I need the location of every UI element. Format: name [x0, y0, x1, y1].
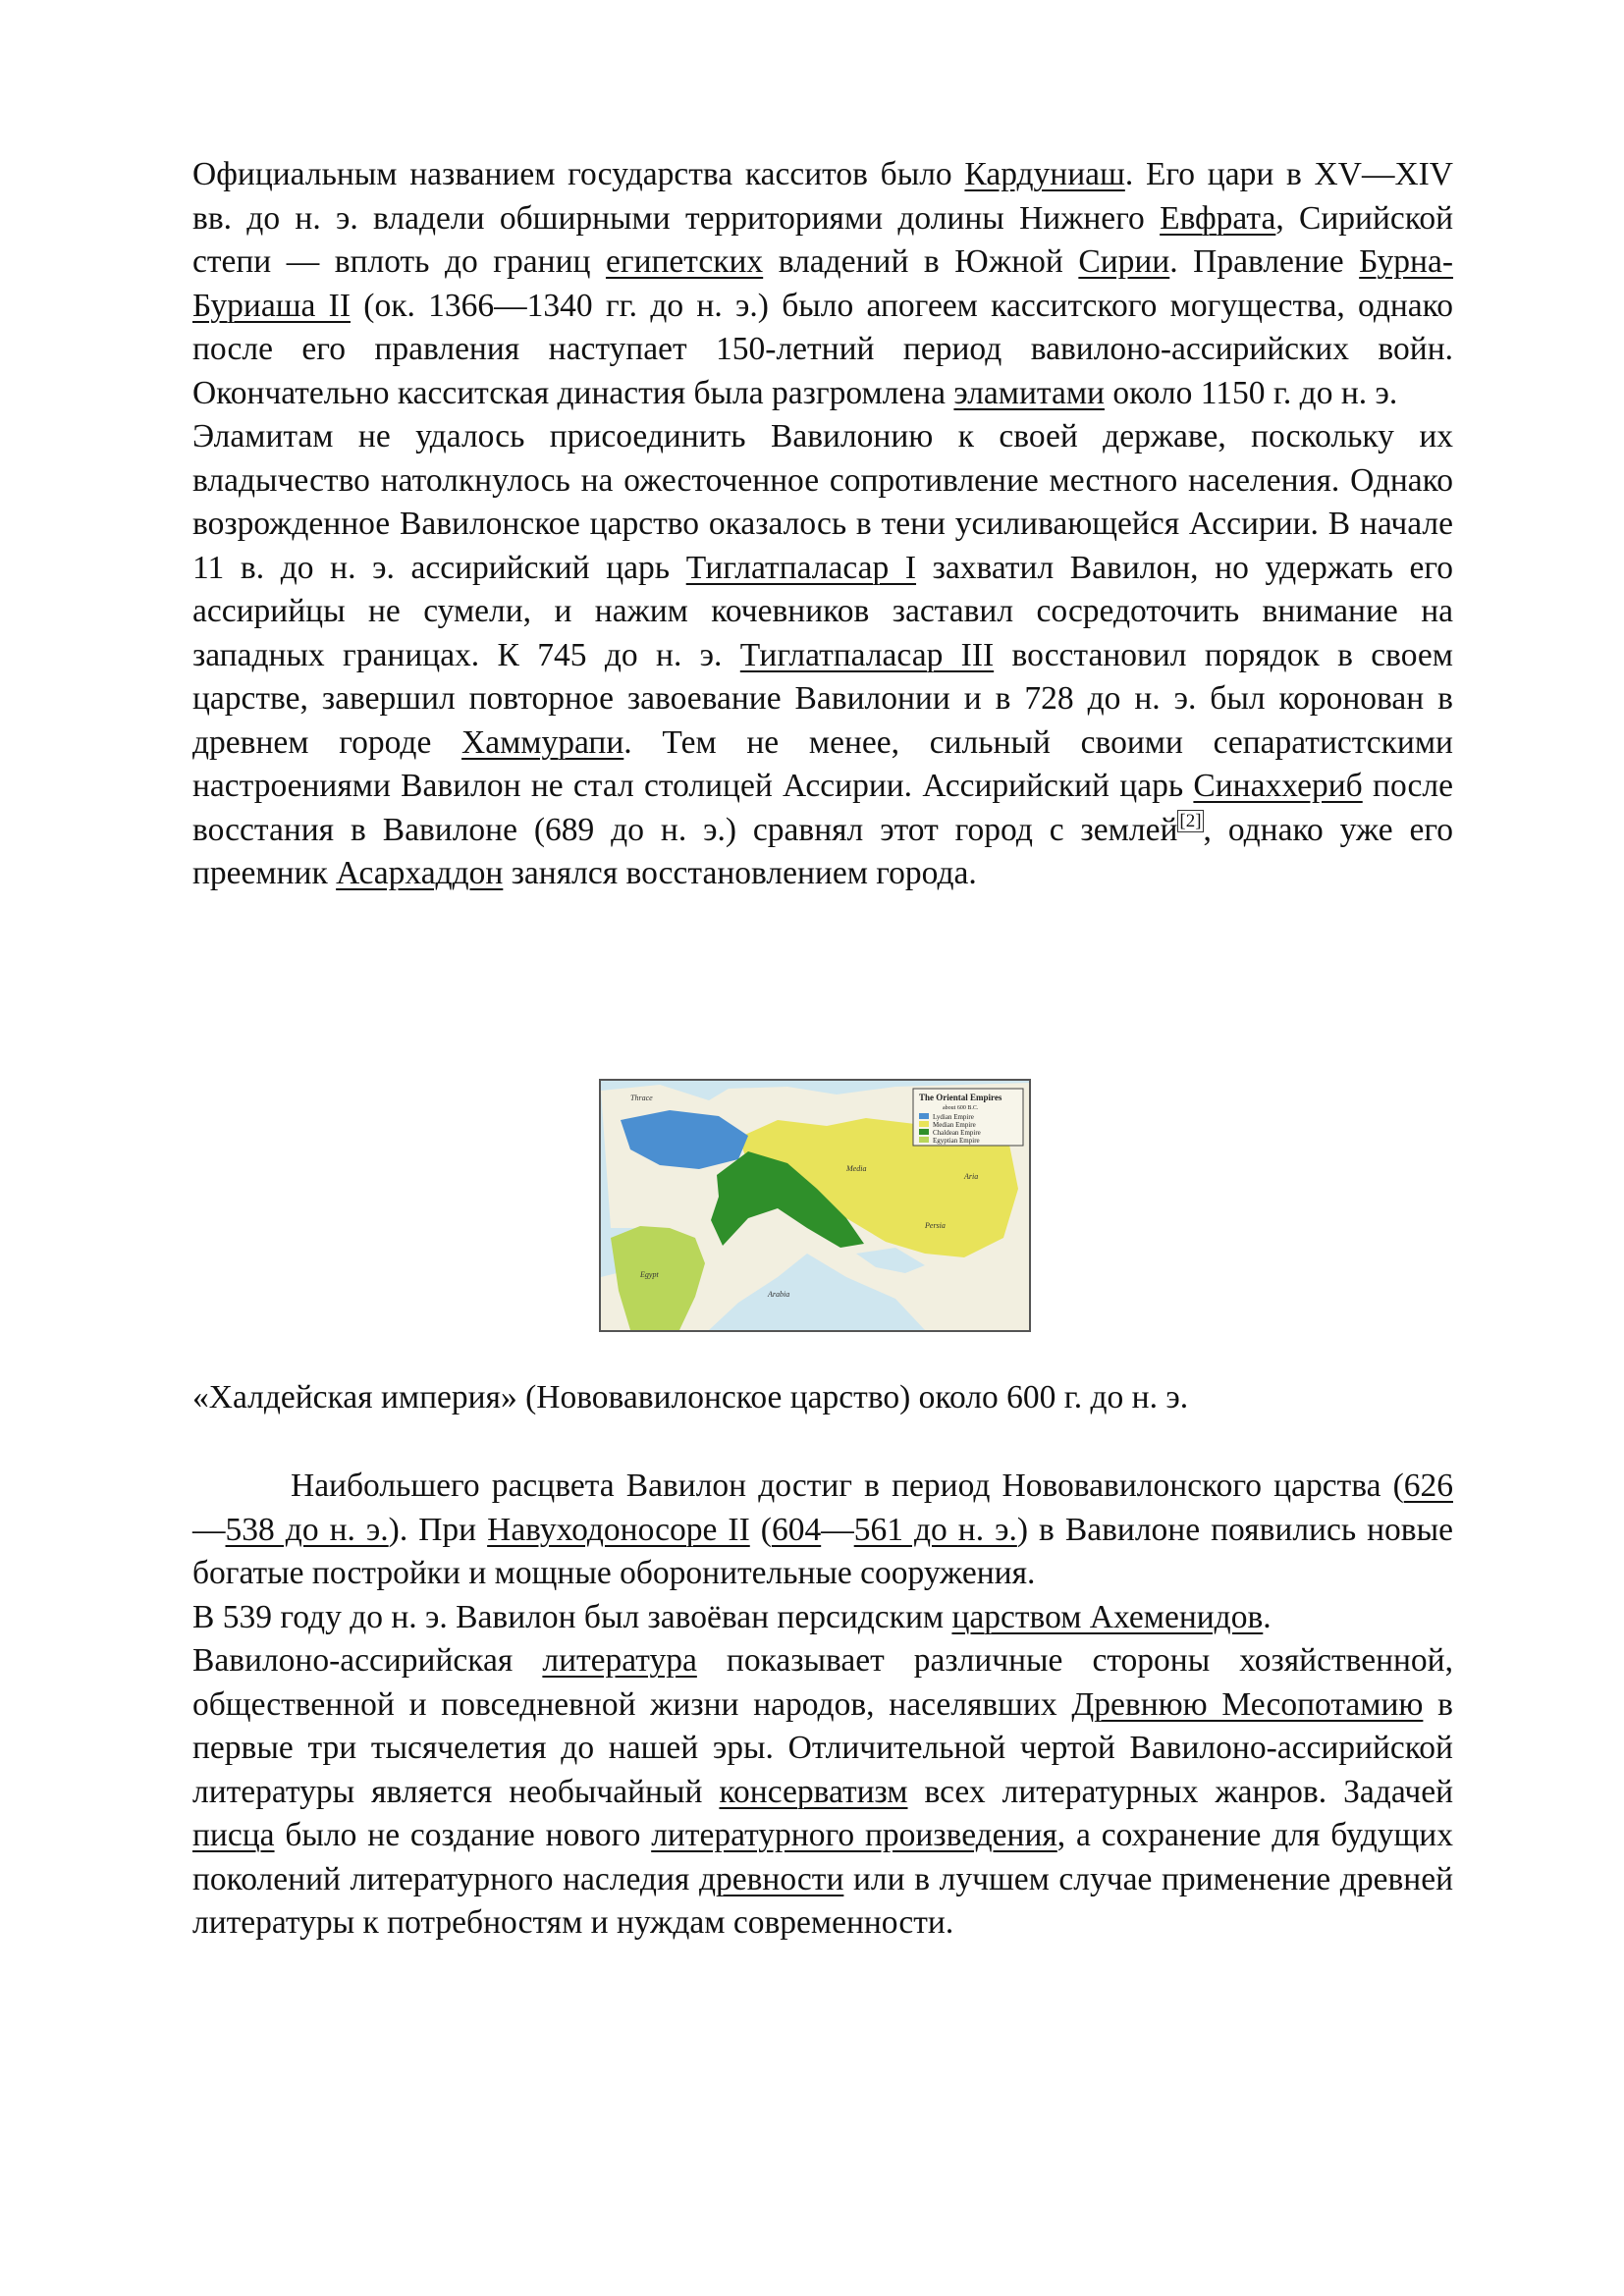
- link-year-538[interactable]: 538 до н. э.: [225, 1511, 389, 1548]
- legend-label: Median Empire: [933, 1121, 976, 1129]
- text-run: (ок. 1366—1340 гг. до н. э.) было апогеем касситского могущества, однако после его правления наступает 150-летний период вавилоно-ассирийских войн. Окончательно касситская династия была разгромлена: [192, 287, 1453, 411]
- lower-text-column: [192, 1465, 1453, 1946]
- link-nebuchadnezzar[interactable]: Навуходоносоре II: [487, 1511, 750, 1548]
- link-tiglath-pileser-1[interactable]: Тиглатпаласар I: [685, 549, 917, 586]
- text-run: , однако уже его преемник: [192, 811, 1453, 891]
- link-year-561[interactable]: 561 до н. э.: [853, 1511, 1017, 1548]
- map-label: Arabia: [768, 1290, 790, 1299]
- text-run: Официальным названием государства касситов было: [192, 156, 965, 192]
- paragraph-kassites: [192, 153, 1453, 415]
- map-caption: «Халдейская империя» (Нововавилонское царство) около 600 г. до н. э.: [192, 1379, 1189, 1415]
- legend-label: Lydian Empire: [933, 1113, 974, 1121]
- text-run: около 1150 г. до н. э.: [1104, 374, 1398, 411]
- link-burnaburiash[interactable]: Бурна-Буриаша II: [192, 243, 1454, 324]
- link-euphrates[interactable]: Евфрата: [1160, 199, 1276, 237]
- map-label: Egypt: [640, 1270, 659, 1279]
- link-karduniash[interactable]: Кардуниаш: [964, 156, 1125, 192]
- link-literature[interactable]: литература: [542, 1642, 697, 1679]
- text-run: . Правление: [1169, 243, 1360, 280]
- text-run: восстановил порядок в своем царстве, завершил повторное завоевание Вавилонии и в 728 до н. э. был коронован в древнем городе: [192, 636, 1453, 761]
- link-literary-work[interactable]: литературного произведения: [651, 1817, 1057, 1853]
- legend-label: Egyptian Empire: [933, 1137, 980, 1145]
- link-esarhaddon[interactable]: Асархаддон: [336, 855, 504, 891]
- link-tiglath-pileser-3[interactable]: Тиглатпаласар III: [739, 636, 995, 673]
- link-hammurabi[interactable]: Хаммурапи: [461, 723, 624, 761]
- text-run: Вавилоно-ассирийская: [192, 1642, 543, 1679]
- text-run: после восстания в Вавилоне (689 до н. э.) сравнял этот город с землей: [192, 768, 1453, 848]
- map-label: Media: [846, 1164, 867, 1173]
- link-antiquity[interactable]: древности: [698, 1860, 844, 1897]
- legend-label: Chaldean Empire: [933, 1129, 981, 1137]
- text-run: .: [1263, 1598, 1272, 1635]
- map-legend-title: The Oriental Empires: [919, 1093, 1002, 1102]
- legend-swatch: [919, 1113, 929, 1119]
- link-scribe[interactable]: писца: [192, 1817, 275, 1853]
- text-run: Эламитам не удалось присоединить Вавилонию к своей державе, поскольку их владычество натолкнулось на ожесточенное сопротивление местного населения. Однако возрожденное Вавилонское царство оказалось в тени усиливающейся Ассирии. В начале 11 в. до н. э. ассирийский царь: [192, 418, 1453, 586]
- text-run: занялся восстановлением города.: [503, 855, 977, 891]
- text-run: —: [821, 1511, 854, 1548]
- text-run: (: [749, 1511, 772, 1548]
- map-image: [601, 1081, 1029, 1330]
- text-run: . Тем не менее, сильный своими сепаратистскими настроениями Вавилон не стал столицей Ассирии. Ассирийский царь: [192, 723, 1453, 804]
- link-egyptian[interactable]: египетских: [605, 243, 764, 280]
- link-sennacherib[interactable]: Синаххериб: [1193, 768, 1363, 804]
- link-year-626[interactable]: 626: [1403, 1468, 1453, 1504]
- link-achaemenid-empire[interactable]: царством Ахеменидов: [951, 1598, 1264, 1635]
- link-ancient-mesopotamia[interactable]: Древнюю Месопотамию: [1071, 1685, 1424, 1723]
- text-run: . Его цари в XV—XIV вв. до н. э. владели обширными территориями долины Нижнего: [192, 156, 1453, 237]
- map-label: Aria: [964, 1172, 979, 1181]
- text-run: показывает различные стороны хозяйственной, общественной и повседневной жизни народов, населявших: [192, 1642, 1453, 1723]
- paragraph-elamites: [192, 415, 1453, 896]
- link-syria[interactable]: Сирии: [1078, 243, 1170, 280]
- paragraph-persian-conquest: [192, 1596, 1453, 1640]
- link-conservatism[interactable]: консерватизм: [719, 1773, 908, 1810]
- text-run: В 539 году до н. э. Вавилон был завоёван персидским: [192, 1598, 952, 1635]
- link-year-604[interactable]: 604: [771, 1511, 822, 1548]
- upper-text-column: [192, 153, 1453, 896]
- paragraph-literature: [192, 1639, 1453, 1946]
- link-elamites[interactable]: эламитами: [953, 374, 1105, 411]
- text-run: —: [192, 1511, 226, 1548]
- legend-swatch: [919, 1137, 929, 1143]
- legend-swatch: [919, 1121, 929, 1127]
- text-run: в первые три тысячелетия до нашей эры. Отличительной чертой Вавилоно-ассирийской литературы является необычайный: [192, 1685, 1453, 1810]
- text-run: ). При: [388, 1511, 488, 1548]
- text-run: Наибольшего расцвета Вавилон достиг в период Нововавилонского царства (: [291, 1468, 1404, 1504]
- text-run: владений в Южной: [763, 243, 1079, 280]
- oriental-empires-map: [599, 1079, 1031, 1332]
- footnote-reference[interactable]: [2]: [1179, 810, 1202, 831]
- text-run: , Сирийской степи — вплоть до границ: [192, 199, 1453, 280]
- text-run: или в лучшем случае применение древней литературы к потребностям и нуждам современности.: [192, 1860, 1453, 1941]
- text-run: было не создание нового: [274, 1817, 652, 1853]
- legend-swatch: [919, 1129, 929, 1135]
- map-label: Thrace: [630, 1094, 653, 1102]
- text-run: захватил Вавилон, но удержать его ассирийцы не сумели, и нажим кочевников заставил сосредоточить внимание на западных границах. К 745 до н. э.: [192, 549, 1454, 673]
- map-legend-subtitle: about 600 B.C.: [943, 1105, 979, 1111]
- text-run: всех литературных жанров. Задачей: [907, 1773, 1454, 1810]
- text-run: , а сохранение для будущих поколений литературного наследия: [192, 1817, 1453, 1897]
- text-run: ) в Вавилоне появились новые богатые постройки и мощные оборонительные сооружения.: [192, 1511, 1453, 1591]
- paragraph-neo-babylonian: [192, 1465, 1453, 1596]
- map-label: Persia: [925, 1221, 946, 1230]
